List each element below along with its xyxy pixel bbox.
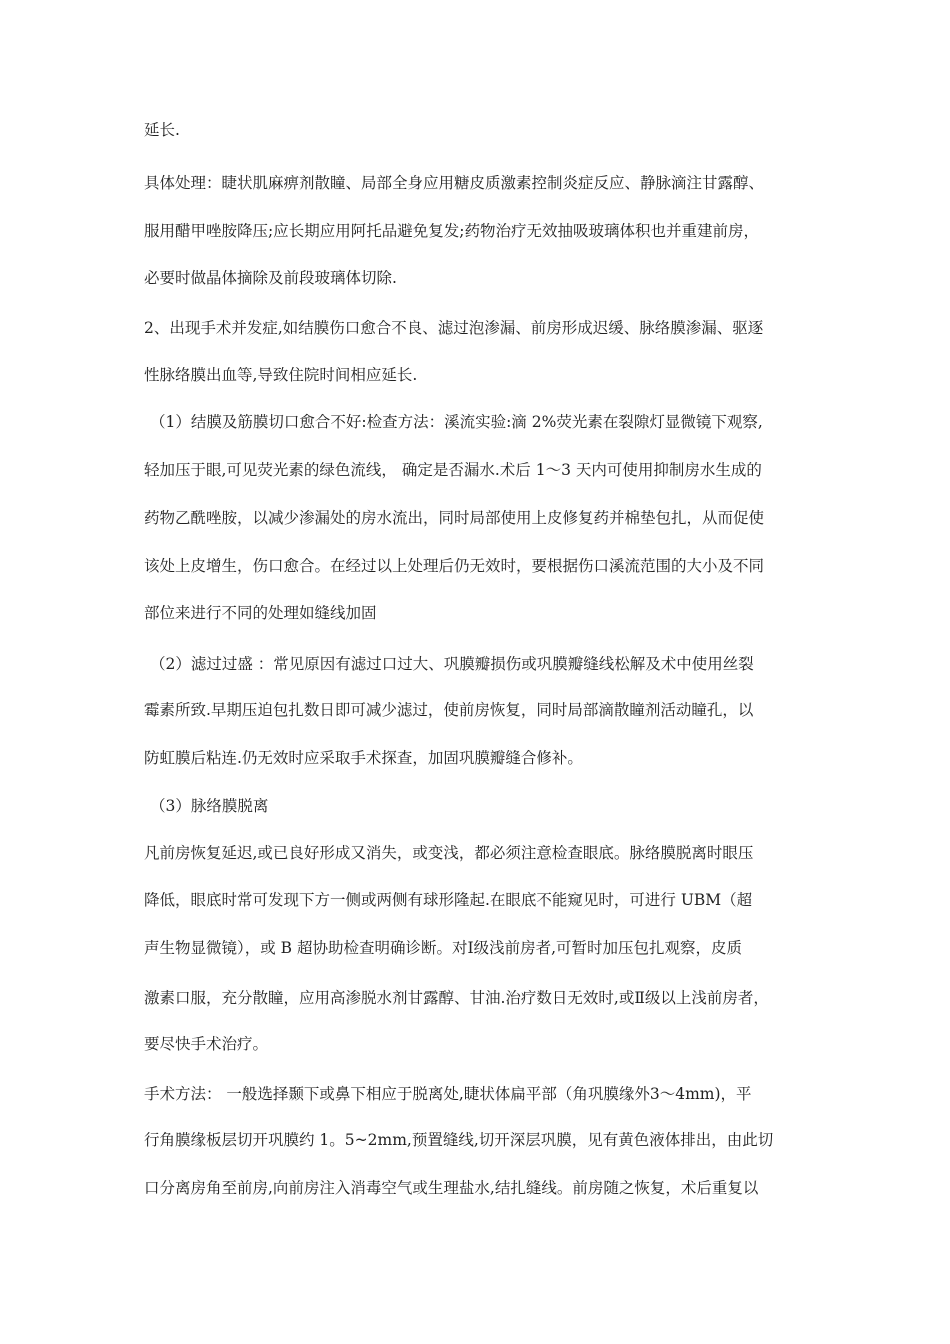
text-line: 该处上皮增生，伤口愈合。在经过以上处理后仍无效时，要根据伤口溪流范围的大小及不同 (144, 557, 765, 575)
text-line: 具体处理：睫状肌麻痹剂散瞳、局部全身应用糖皮质激素控制炎症反应、静脉滴注甘露醇、 (144, 174, 765, 192)
text-line: 性脉络膜出血等,导致住院时间相应延长. (144, 366, 418, 384)
text-line: （2）滤过过盛 ：常见原因有滤过口过大、巩膜瓣损伤或巩膜瓣缝线松解及术中使用丝裂 (150, 655, 754, 673)
text-line: 防虹膜后粘连.仍无效时应采取手术探查，加固巩膜瓣缝合修补。 (144, 749, 583, 767)
text-line: 必要时做晶体摘除及前段玻璃体切除. (144, 269, 397, 287)
text-line: 药物乙酰唑胺，以减少渗漏处的房水流出，同时局部使用上皮修复药并棉垫包扎，从而促使 (144, 509, 765, 527)
text-line: 行角膜缘板层切开巩膜约 1。5~2mm,预置缝线,切开深层巩膜，见有黄色液体排出，由此切 (144, 1131, 774, 1149)
text-line: 口分离房角至前房,向前房注入消毒空气或生理盐水,结扎缝线。前房随之恢复，术后重复以 (144, 1179, 759, 1197)
text-line: 服用醋甲唑胺降压;应长期应用阿托品避免复发;药物治疗无效抽吸玻璃体积也并重建前房， (144, 222, 759, 240)
text-line: 延长. (144, 121, 180, 139)
section-heading: （3）脉络膜脱离 (150, 797, 269, 815)
text-line: 轻加压于眼,可见荧光素的绿色流线， 确定是否漏水.术后 1～3 天内可使用抑制房水生成的 (144, 461, 762, 479)
text-line: 霉素所致.早期压迫包扎数日即可减少滤过，使前房恢复，同时局部滴散瞳剂活动瞳孔，以 (144, 701, 754, 719)
text-line: 声生物显微镜），或 B 超协助检查明确诊断。对Ⅰ级浅前房者,可暂时加压包扎观察，皮质 (144, 939, 743, 957)
text-line: （1）结膜及筋膜切口愈合不好:检查方法：溪流实验:滴 2%荧光素在裂隙灯显微镜下观察, (150, 413, 763, 431)
text-line: 部位来进行不同的处理如缝线加固 (144, 604, 377, 622)
text-line: 降低，眼底时常可发现下方一侧或两侧有球形隆起.在眼底不能窥见时，可进行 UBM（超 (144, 891, 753, 909)
text-line: 2、出现手术并发症,如结膜伤口愈合不良、滤过泡渗漏、前房形成迟缓、脉络膜渗漏、驱逐 (144, 319, 764, 337)
text-line: 要尽快手术治疗。 (144, 1035, 269, 1053)
text-line: 激素口服，充分散瞳，应用高渗脱水剂甘露醇、甘油.治疗数日无效时,或Ⅱ级以上浅前房者， (144, 989, 769, 1007)
text-line: 凡前房恢复延迟,或已良好形成又消失，或变浅，都必须注意检查眼底。脉络膜脱离时眼压 (144, 844, 754, 862)
text-line: 手术方法： 一般选择颞下或鼻下相应于脱离处,睫状体扁平部（角巩膜缘外3～4mm)，平 (144, 1085, 752, 1103)
